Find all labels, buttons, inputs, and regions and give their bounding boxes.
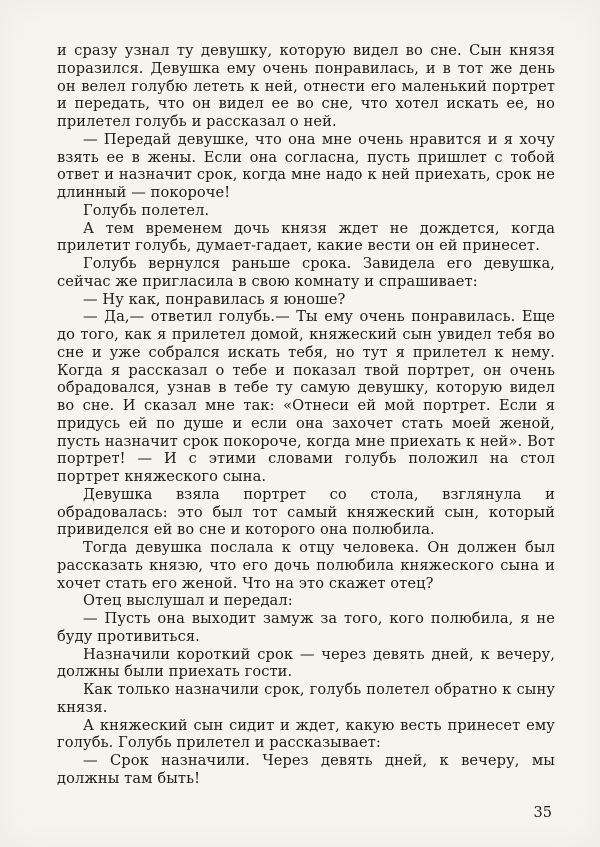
paragraph: Отец выслушал и передал: [83, 592, 293, 610]
paragraph: Голубь полетел. [83, 201, 210, 219]
paragraph: — Передай девушке, что она мне очень нравится и я хочу взять ее в жены. Если она согласна, пусть пришлет с тобой ответ и назначит срок, когда мне надо к ней приехать, срок не длинный — покороче! [57, 130, 555, 201]
page-number: 35 [533, 805, 552, 821]
paragraph: — Пусть она выходит замуж за того, кого полюбила, я не буду противиться. [57, 610, 555, 645]
paragraph: — Да,— ответил голубь.— Ты ему очень понравилась. Еще до того, как я прилетел домой, княжеский сын увидел тебя во сне и уже собрался искать тебя, но тут я прилетел к нему. Когда я рассказал о тебе и показал твой портрет, он очень обрадовался, узнав в тебе ту самую девушку, которую видел во сне. И сказал мне так: «Отнеси ей мой портрет. Если я придусь ей по душе и если она захочет стать моей женой, пусть назначит срок покороче, когда мне приехать к ней». Вот портрет! — И с этими словами голубь положил на стол портрет княжеского сына. [57, 308, 555, 485]
paragraph: Назначили короткий срок — через девять дней, к вечеру, должны были приехать гости. [57, 645, 555, 681]
text-block [57, 42, 555, 788]
paragraph: — Срок назначили. Через девять дней, к вечеру, мы должны там быть! [57, 752, 555, 787]
paragraph: Как только назначили срок, голубь полетел обратно к сыну князя. [57, 681, 555, 716]
paragraph: Девушка взяла портрет со стола, взглянула и обрадовалась: это был тот самый княжеский сын, который привиделся ей во сне и которого она полюбила. [57, 485, 555, 539]
paragraph: А княжеский сын сидит и ждет, какую весть принесет ему голубь. Голубь прилетел и рассказывает: [57, 716, 555, 752]
paragraph: Голубь вернулся раньше срока. Завидела его девушка, сейчас же пригласила в свою комнату и спрашивает: [57, 255, 555, 290]
paragraph: А тем временем дочь князя ждет не дождется, когда прилетит голубь, думает-гадает, какие вести он ей принесет. [57, 219, 555, 255]
paragraph: и сразу узнал ту девушку, которую видел во сне. Сын князя поразился. Девушка ему очень понравилась, и в тот же день он велел голубю лететь к ней, отнести его маленький портрет и передать, что он видел ее во сне, что хотел искать ее, но прилетел голубь и рассказал о ней. [57, 42, 555, 130]
paragraph: — Ну как, понравилась я юноше? [83, 290, 346, 308]
paragraph: Тогда девушка послала к отцу человека. Он должен был рассказать князю, что его дочь полюбила княжеского сына и хочет стать его женой. Что на это скажет отец? [57, 539, 555, 592]
